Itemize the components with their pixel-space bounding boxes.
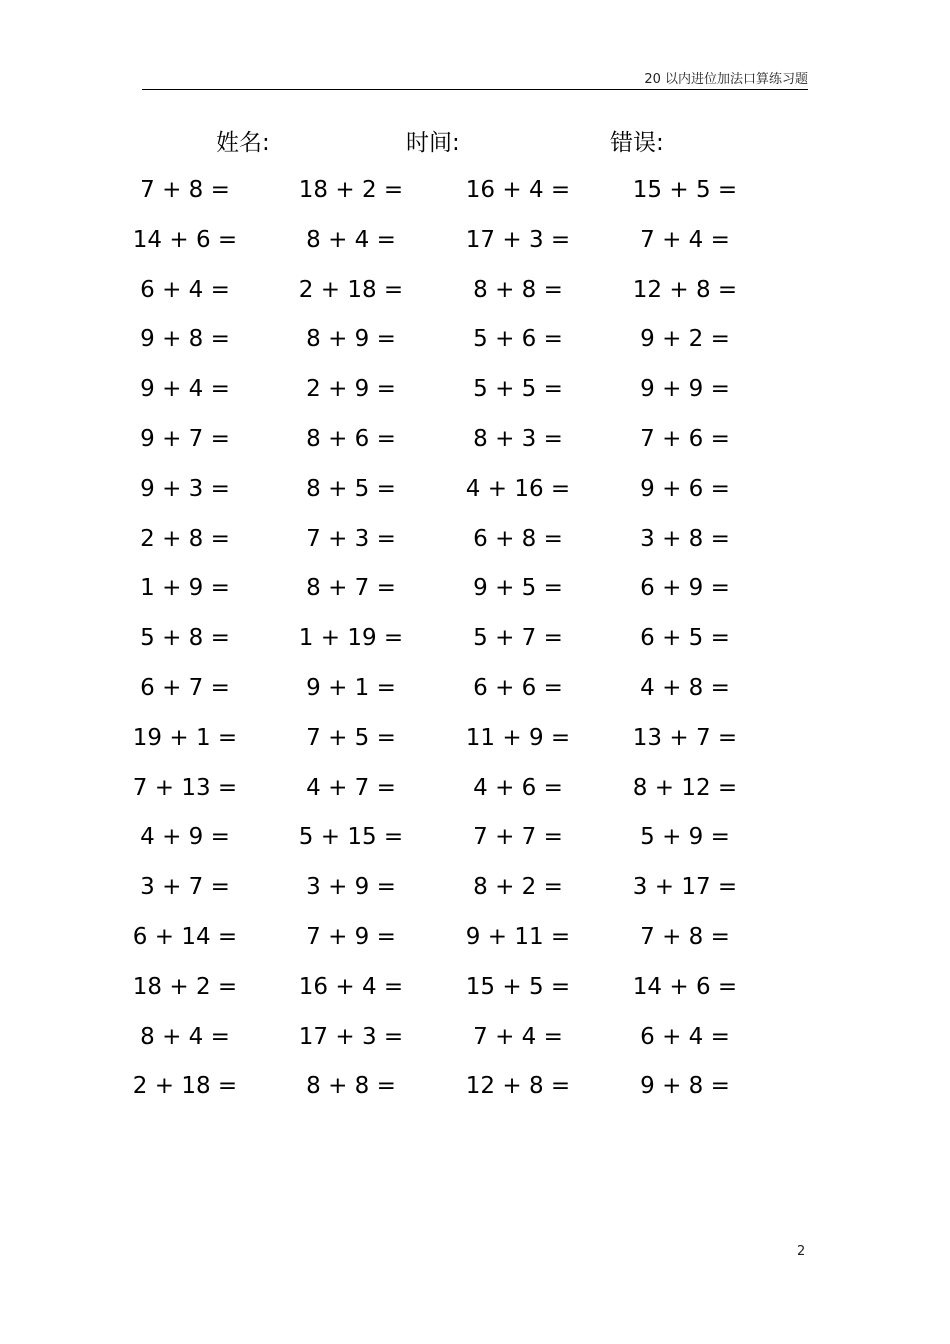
problem-row [0,863,950,913]
problem-row [0,913,950,963]
problem-cell: 3 + 17 = [632,874,738,901]
problem-row [0,714,950,764]
problem-cell: 4 + 7 = [306,774,396,801]
problem-cell: 5 + 15 = [298,824,404,851]
problem-cell: 19 + 1 = [132,724,238,751]
problem-row [0,166,950,216]
time-label: 时间: [406,130,460,156]
problem-cell: 6 + 6 = [473,674,563,701]
problem-cell: 14 + 6 = [632,973,738,1000]
problem-cell: 4 + 16 = [465,475,571,502]
problem-cell: 9 + 2 = [640,326,730,353]
problem-cell: 16 + 4 = [465,177,571,203]
error-label: 错误: [610,130,664,156]
problem-row [0,963,950,1013]
problem-cell: 8 + 8 = [473,276,563,303]
problem-row [0,365,950,415]
problem-cell: 5 + 6 = [473,326,563,353]
problem-cell: 5 + 5 = [473,376,563,403]
header-title: 20 以内进位加法口算练习题 [644,72,808,87]
problem-cell: 9 + 1 = [306,674,396,701]
problem-row [0,266,950,316]
problem-cell: 3 + 7 = [140,874,230,901]
problem-cell: 13 + 7 = [632,724,738,751]
problem-cell: 7 + 9 = [306,923,396,950]
problem-cell: 2 + 9 = [306,376,396,403]
problem-cell: 18 + 2 = [132,973,238,1000]
problem-row [0,515,950,565]
problem-row [0,614,950,664]
problem-cell: 8 + 9 = [306,326,396,353]
problem-cell: 7 + 3 = [306,525,396,552]
problem-cell: 7 + 5 = [306,724,396,751]
problem-row [0,1062,950,1112]
problem-cell: 2 + 18 = [132,1073,238,1100]
problem-cell: 8 + 4 = [140,1023,230,1050]
problem-cell: 17 + 3 = [298,1023,404,1050]
problem-cell: 7 + 7 = [473,824,563,851]
problem-cell: 12 + 8 = [465,1073,571,1100]
problem-row [0,315,950,365]
problem-row [0,664,950,714]
problem-cell: 12 + 8 = [632,276,738,303]
problem-cell: 3 + 9 = [306,874,396,901]
problem-cell: 15 + 5 = [632,177,738,203]
problem-cell: 6 + 4 = [140,276,230,303]
problem-cell: 7 + 8 = [640,923,730,950]
problem-cell: 6 + 7 = [140,674,230,701]
problem-cell: 17 + 3 = [465,226,571,253]
problem-cell: 9 + 8 = [640,1073,730,1100]
problem-cell: 15 + 5 = [465,973,571,1000]
problem-cell: 18 + 2 = [298,177,404,203]
problem-cell: 7 + 6 = [640,425,730,452]
problem-row [0,564,950,614]
problem-cell: 11 + 9 = [465,724,571,751]
problem-cell: 16 + 4 = [298,973,404,1000]
problem-cell: 8 + 7 = [306,575,396,602]
name-label: 姓名: [216,130,270,156]
problem-cell: 2 + 18 = [298,276,404,303]
problem-cell: 8 + 12 = [632,774,738,801]
problem-cell: 4 + 8 = [640,674,730,701]
problem-cell: 6 + 5 = [640,625,730,652]
problem-cell: 6 + 8 = [473,525,563,552]
problem-row [0,216,950,266]
problem-cell: 5 + 7 = [473,625,563,652]
student-info-row [0,126,950,160]
problem-cell: 6 + 4 = [640,1023,730,1050]
problem-cell: 9 + 3 = [140,475,230,502]
problem-cell: 1 + 19 = [298,625,404,652]
problem-cell: 6 + 9 = [640,575,730,602]
problem-cell: 9 + 7 = [140,425,230,452]
problem-cell: 7 + 4 = [640,226,730,253]
problem-cell: 8 + 2 = [473,874,563,901]
problem-cell: 4 + 6 = [473,774,563,801]
problem-cell: 1 + 9 = [140,575,230,602]
problem-cell: 8 + 8 = [306,1073,396,1100]
problem-cell: 9 + 11 = [465,923,571,950]
problem-cell: 3 + 8 = [640,525,730,552]
problem-cell: 2 + 8 = [140,525,230,552]
problem-row [0,764,950,814]
problem-cell: 14 + 6 = [132,226,238,253]
problem-row [0,465,950,515]
problem-cell: 9 + 9 = [640,376,730,403]
problem-cell: 7 + 8 = [140,177,230,203]
problem-cell: 8 + 5 = [306,475,396,502]
problem-grid [0,166,950,1112]
problem-cell: 9 + 6 = [640,475,730,502]
problem-cell: 7 + 4 = [473,1023,563,1050]
problem-cell: 5 + 9 = [640,824,730,851]
problem-cell: 9 + 5 = [473,575,563,602]
problem-cell: 8 + 6 = [306,425,396,452]
problem-row [0,415,950,465]
problem-cell: 9 + 4 = [140,376,230,403]
problem-row [0,813,950,863]
problem-cell: 6 + 14 = [132,923,238,950]
problem-cell: 4 + 9 = [140,824,230,851]
page-header [142,62,808,90]
problem-cell: 7 + 13 = [132,774,238,801]
problem-cell: 8 + 3 = [473,425,563,452]
problem-cell: 8 + 4 = [306,226,396,253]
problem-cell: 5 + 8 = [140,625,230,652]
problem-cell: 9 + 8 = [140,326,230,353]
page-number: 2 [797,1244,806,1259]
problem-row [0,1013,950,1063]
